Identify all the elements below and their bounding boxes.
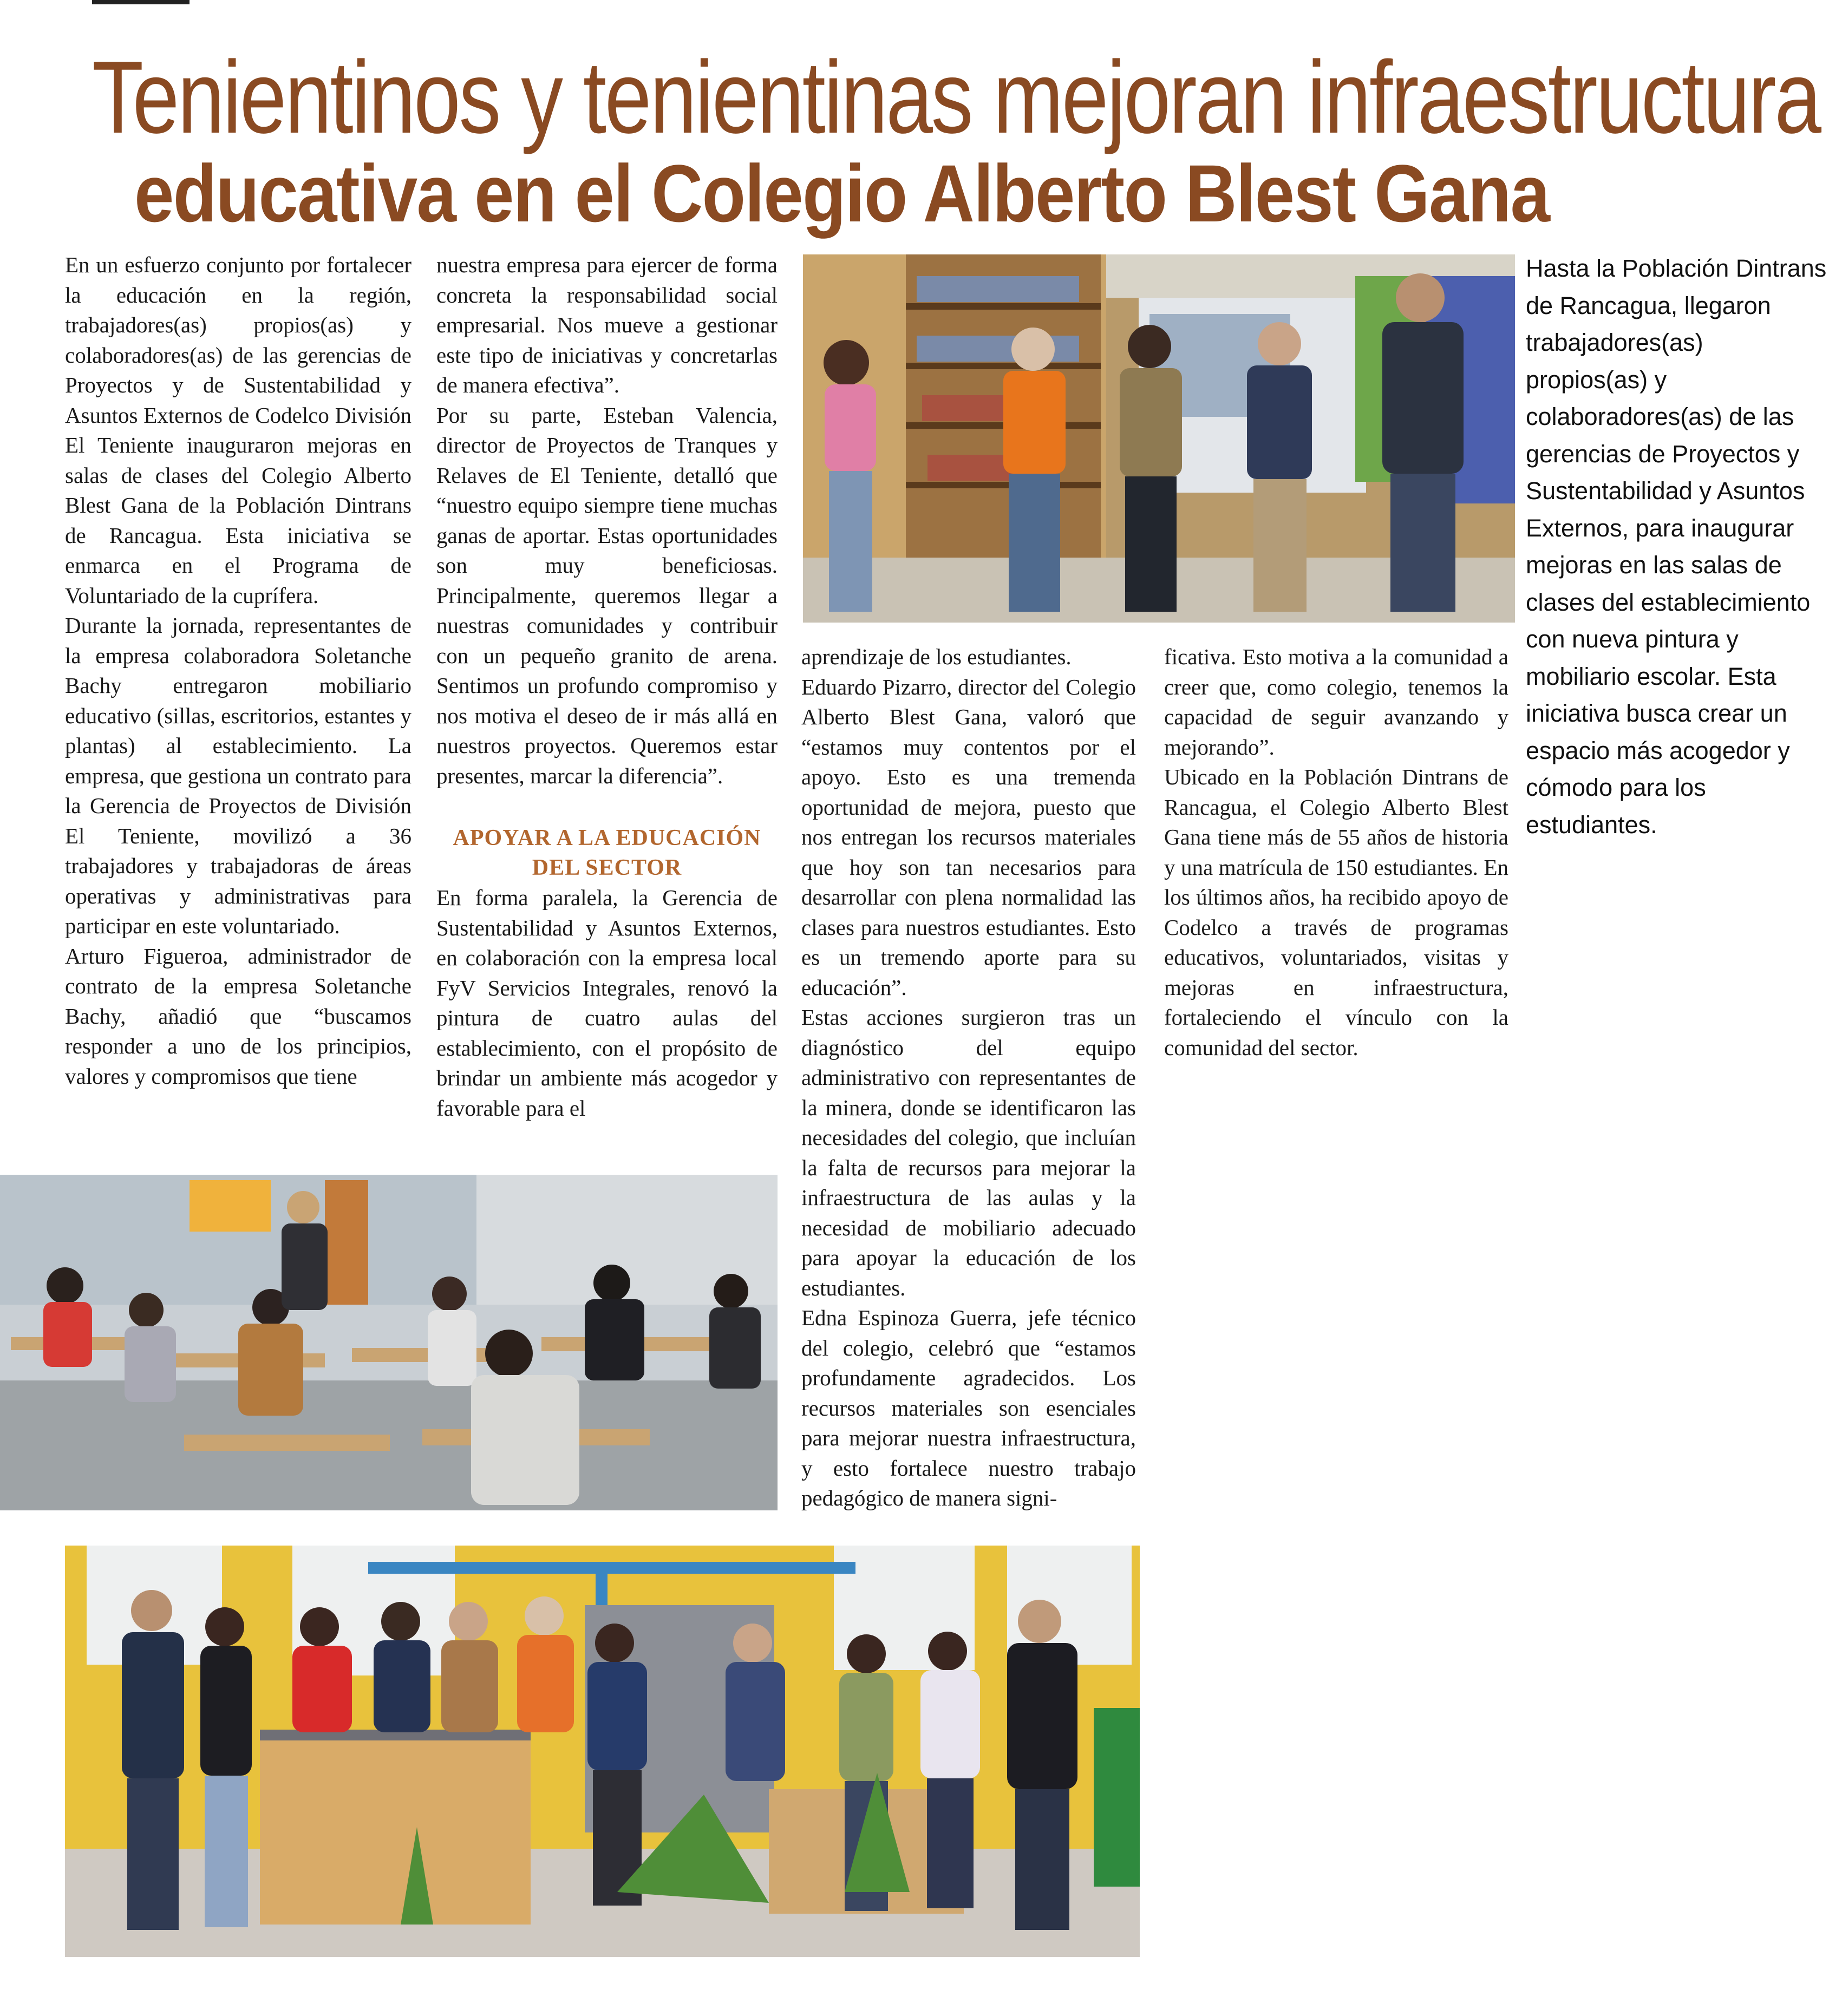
paragraph: Eduardo Pizarro, director del Colegio Alberto Blest Gana, valoró que “estamos muy contentos por el apoyo. Esto es una tremenda oportunidad de mejora, puesto que nos entregan los recursos materiales que hoy son tan necesarios para desarrollar con plena normalidad las clases para nuestros estudiantes. Esto es un tremendo aporte para su educación”. bbox=[801, 674, 1136, 1000]
section-subheading: APOYAR A LA EDUCACIÓN DEL SECTOR bbox=[453, 826, 761, 880]
top-rule bbox=[92, 0, 190, 4]
paragraph: nuestra empresa para ejercer de forma concreta la responsabilidad social empresarial. Nos mueve a gestionar este tipo de iniciativas y concretarlas de manera efectiva”. bbox=[436, 252, 778, 397]
photo-group-furniture-image bbox=[65, 1546, 1140, 1957]
paragraph: Durante la jornada, representantes de la empresa colaboradora Soletanche Bachy entregaron mobiliario educativo (sillas, escritorios, estantes y plantas) al establecimiento. La empresa, que gestiona un contrato para la Gerencia de Proyectos de División El Teniente, movilizó a 36 trabajadores y trabajadoras de áreas operativas y administrativas para participar en este voluntariado. bbox=[65, 613, 411, 938]
photo-classroom-image bbox=[0, 1175, 778, 1510]
paragraph: ficativa. Esto motiva a la comunidad a creer que, como colegio, tenemos la capacidad de seguir avanzando y mejorando”. bbox=[1164, 644, 1508, 760]
photo-group-furniture bbox=[65, 1546, 1140, 1957]
sidebar-caption: Hasta la Población Dintrans de Rancagua, llegaron trabajadores(as) propios(as) y colaboradores(as) de las gerencias de Proyectos y Sustentabilidad y Asuntos Externos, para inaugurar mejoras en las salas de clases del establecimiento con nueva pintura y mobiliario escolar. Esta iniciativa busca crear un espacio más acogedor y cómodo para los estudiantes. bbox=[1526, 254, 1827, 839]
article-column-4 bbox=[1164, 642, 1508, 1063]
paragraph: Arturo Figueroa, administrador de contrato de la empresa Soletanche Bachy, añadió que “buscamos responder a uno de los principios, valores y compromisos que tiene bbox=[65, 943, 411, 1089]
headline-line2: educativa en el Colegio Alberto Blest Gana bbox=[134, 148, 1550, 239]
headline-line1: Tenientinos y tenientinas mejoran infraestructura bbox=[92, 40, 1820, 155]
paragraph: Por su parte, Esteban Valencia, director de Proyectos de Tranques y Relaves de El Teniente, detalló que “nuestro equipo siempre tiene muchas ganas de aportar. Estas oportunidades son muy beneficiosas. Principalmente, queremos llegar a nuestras comunidades y contribuir con un pequeño granito de arena. Sentimos un profundo compromiso y nos motiva el deseo de ir más allá en nuestros proyectos. Queremos estar presentes, marcar la diferencia”. bbox=[436, 402, 778, 788]
article-column-1 bbox=[65, 250, 411, 1091]
paragraph: Ubicado en la Población Dintrans de Rancagua, el Colegio Alberto Blest Gana tiene más de 55 años de historia y una matrícula de 150 estudiantes. En los últimos años, ha recibido apoyo de Codelco a través de programas educativos, voluntariados, visitas y mejoras en infraestructura, fortaleciendo el vínculo con la comunidad del sector. bbox=[1164, 764, 1508, 1060]
article-column-3 bbox=[801, 642, 1136, 1514]
paragraph: En un esfuerzo conjunto por fortalecer la educación en la región, trabajadores(as) propios(as) y colaboradores(as) de las gerencias de Proyectos y de Sustentabilidad y Asuntos Externos de Codelco División El Teniente inauguraron mejoras en salas de clases del Colegio Alberto Blest Gana de la Población Dintrans de Rancagua. Esta iniciativa se enmarca en el Programa de Voluntariado de la cuprífera. bbox=[65, 252, 411, 608]
photo-library-group-image bbox=[803, 254, 1515, 623]
paragraph: En forma paralela, la Gerencia de Sustentabilidad y Asuntos Externos, en colaboración con la empresa local FyV Servicios Integrales, renovó la pintura de cuatro aulas del establecimiento, con el propósito de brindar un ambiente más acogedor y favorable para el bbox=[436, 885, 778, 1121]
paragraph: Edna Espinoza Guerra, jefe técnico del colegio, celebró que “estamos profundamente agradecidos. Los recursos materiales son esenciales para mejorar nuestra infraestructura, y esto fortalece nuestro trabajo pedagógico de manera signi- bbox=[801, 1305, 1136, 1510]
photo-library-group bbox=[803, 254, 1515, 623]
paragraph: Estas acciones surgieron tras un diagnóstico del equipo administrativo con representantes de la minera, donde se identificaron las necesidades del colegio, que incluían la falta de recursos para mejorar la infraestructura de las aulas y la necesidad de mobiliario adecuado para apoyar la educación de los estudiantes. bbox=[801, 1005, 1136, 1300]
article-column-2 bbox=[436, 250, 778, 1123]
paragraph: aprendizaje de los estudiantes. bbox=[801, 644, 1072, 669]
photo-classroom bbox=[0, 1175, 778, 1510]
